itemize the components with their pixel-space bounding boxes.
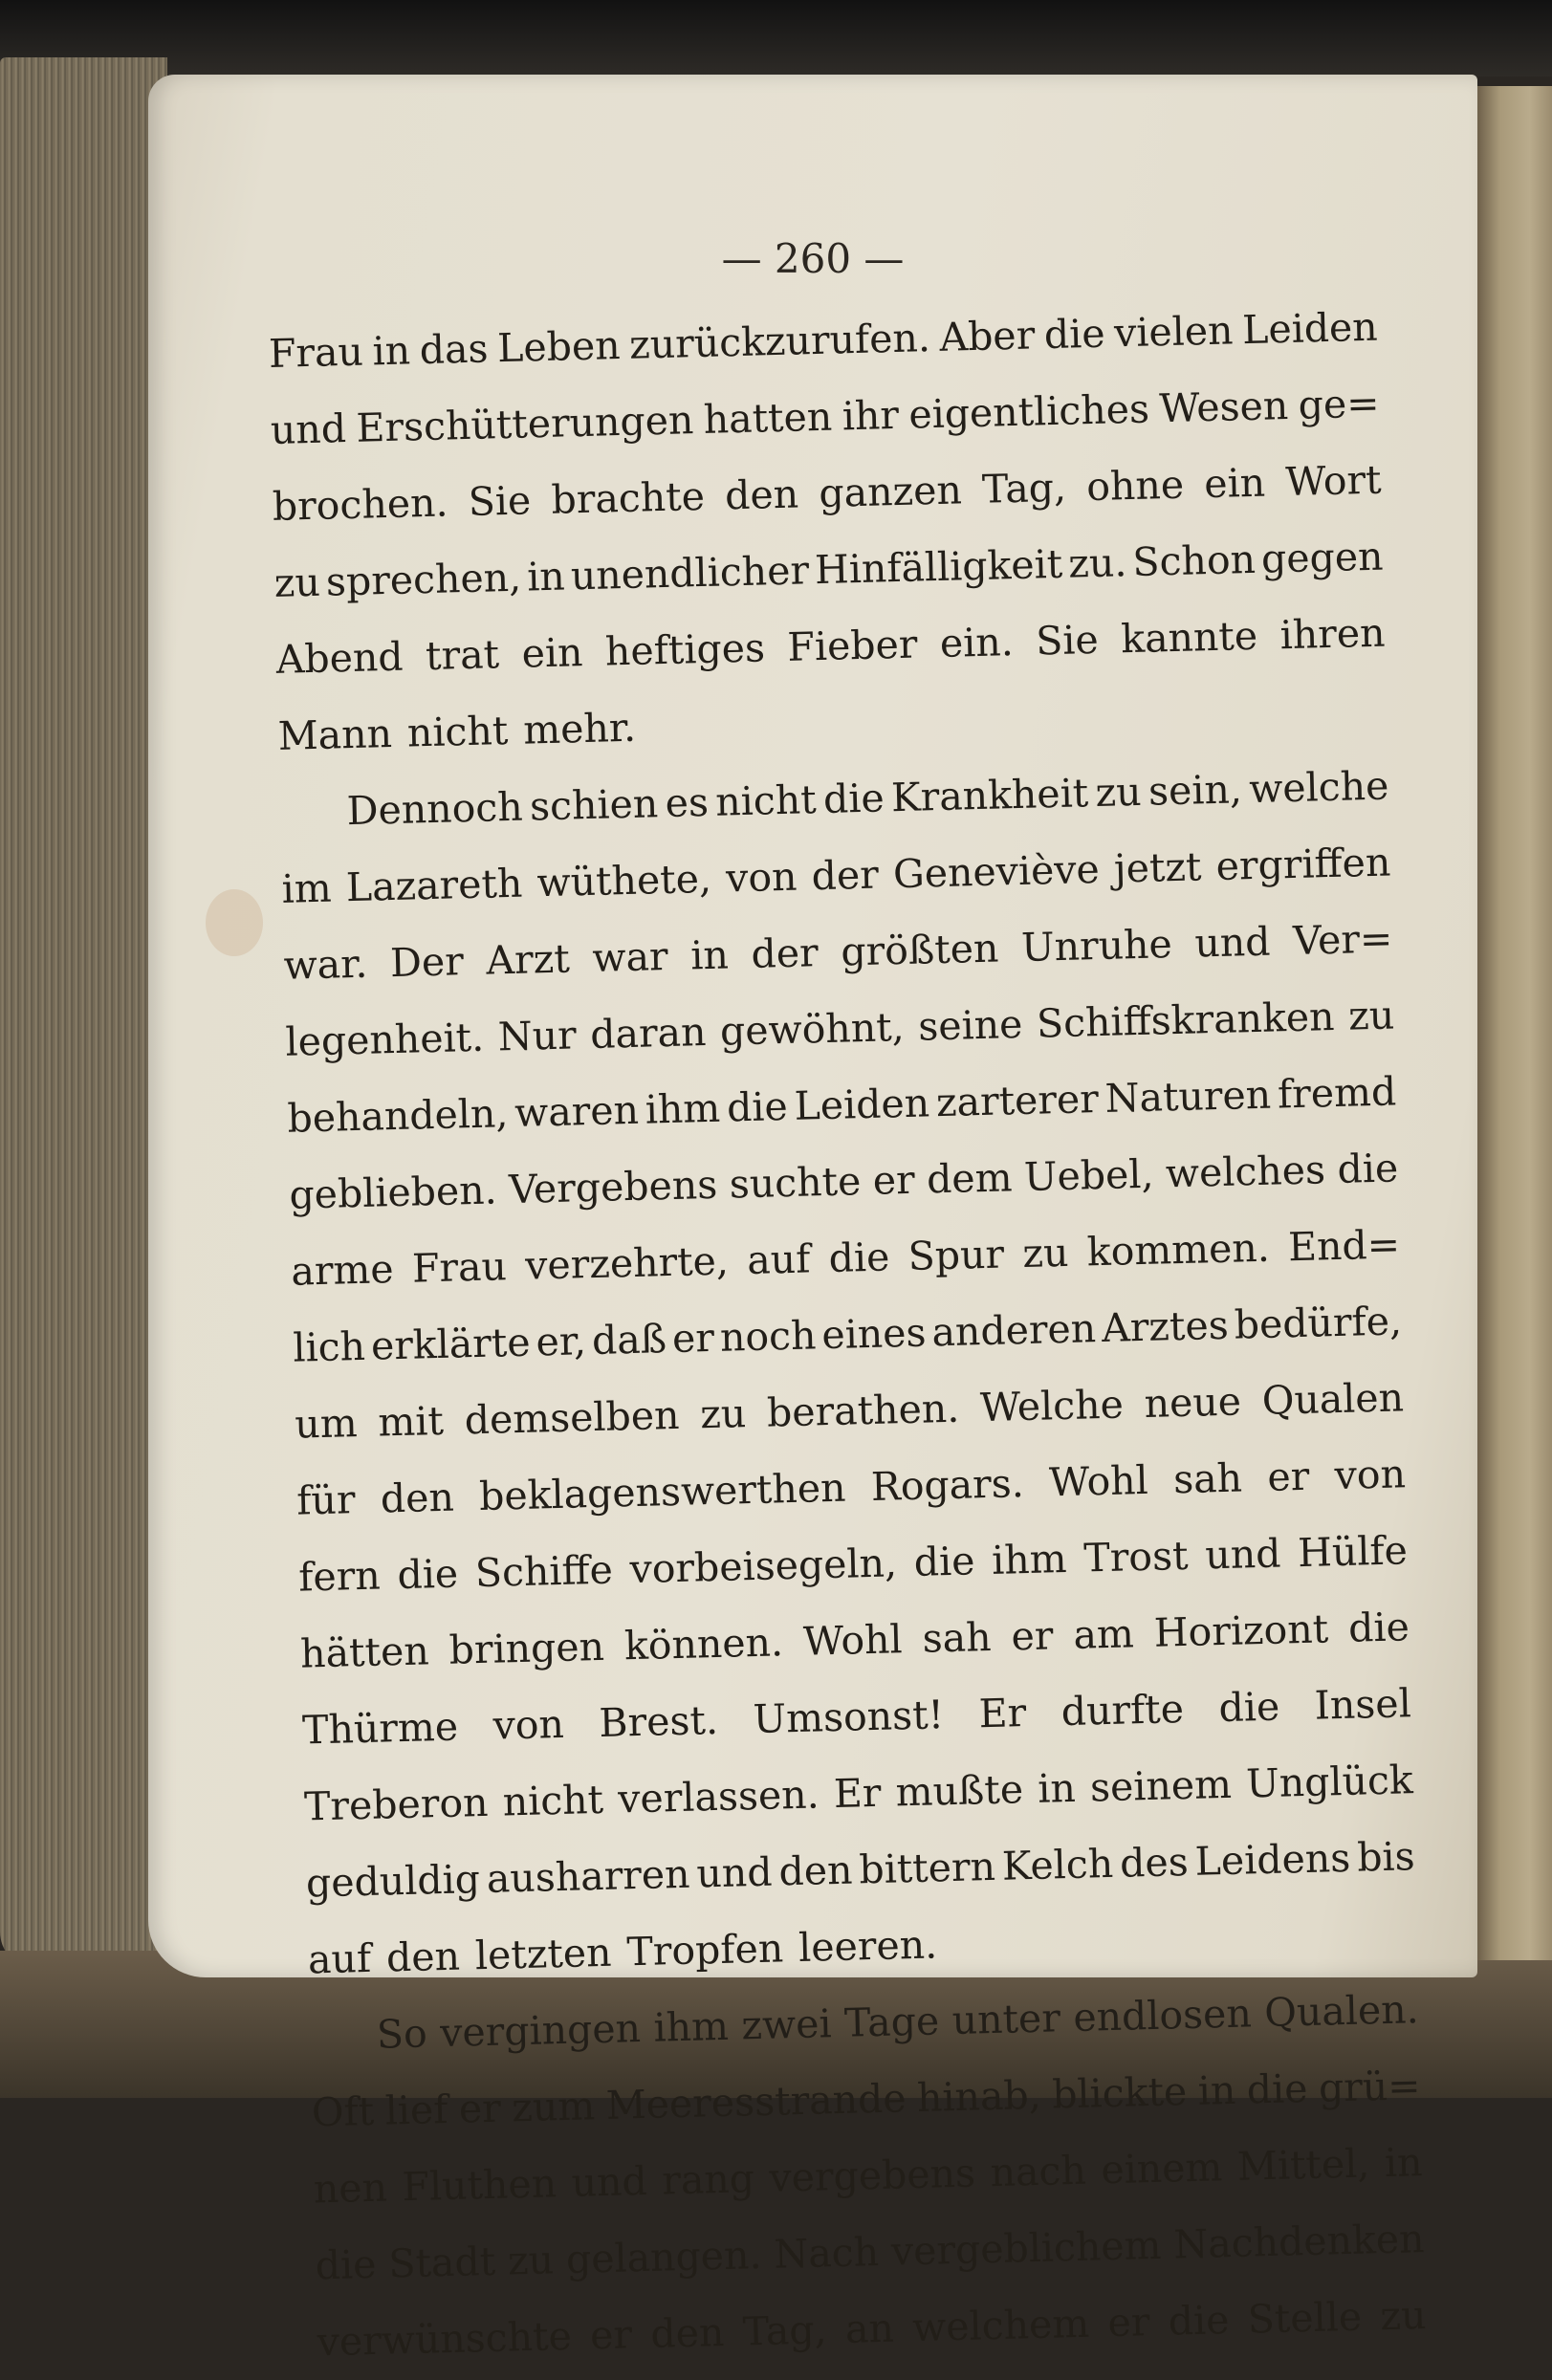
text-line: fern die Schiffe vorbeisegeln, die ihm Trost und Hülfe <box>297 1527 1409 1601</box>
text-line: geduldig ausharren und den bittern Kelch des Leidens bis <box>305 1833 1416 1907</box>
paper-stain <box>206 889 263 956</box>
text-line: brochen. Sie brachte den ganzen Tag, ohne ein Wort <box>272 456 1383 530</box>
text-line: Treberon nicht verlassen. Er mußte in seinem Unglück <box>303 1757 1414 1830</box>
text-line: verwünschte er den Tag, an welchem er die Stelle zu <box>317 2292 1428 2366</box>
next-page-edge <box>1477 86 1552 1960</box>
text-line: im Lazareth wüthete, von der Geneviève jetzt ergriffen <box>281 839 1391 912</box>
text-line: Oft lief er zum Meeresstrande hinab, blickte in die grü= <box>311 2063 1422 2136</box>
text-line: die Stadt zu gelangen. Nach vergeblichem Nachdenken <box>315 2216 1426 2289</box>
text-line: Thürme von Brest. Umsonst! Er durfte die Insel <box>301 1680 1412 1754</box>
text-line: geblieben. Vergebens suchte er dem Uebel, welches die <box>288 1145 1399 1218</box>
text-line: Frau in das Leben zurückzurufen. Aber die vielen Leiden <box>268 303 1379 377</box>
text-line: Abend trat ein heftiges Fieber ein. Sie kannte ihren <box>275 609 1386 683</box>
text-line: behandeln, waren ihm die Leiden zarterer Naturen fremd <box>286 1068 1397 1142</box>
text-line: lich erklärte er, daß er noch eines anderen Arztes bedürfe, <box>292 1298 1403 1371</box>
text-line: um mit demselben zu berathen. Welche neue Qualen <box>294 1374 1405 1448</box>
book-page-edges <box>0 57 167 1970</box>
text-line: hätten bringen können. Wohl sah er am Horizont die <box>299 1604 1410 1677</box>
text-line: arme Frau verzehrte, auf die Spur zu kommen. End= <box>290 1221 1401 1295</box>
text-line: war. Der Arzt war in der größten Unruhe und Ver= <box>283 915 1393 989</box>
scan-background-top <box>0 0 1552 76</box>
text-line: für den beklagenswerthen Rogars. Wohl sah er von <box>295 1451 1407 1524</box>
paragraph-start-line: Dennoch schien es nicht die Krankheit zu sein, welche <box>346 762 1389 835</box>
text-line: und Erschütterungen hatten ihr eigentliches Wesen ge= <box>270 380 1381 453</box>
text-line: auf den letzten Tropfen leeren. <box>307 1921 938 1983</box>
paragraph-start-line: So vergingen ihm zwei Tage unter endlosen Qualen. <box>376 1986 1420 2058</box>
text-line: nen Fluthen und rang vergebens nach einem Mittel, in <box>313 2139 1424 2213</box>
text-line: legenheit. Nur daran gewöhnt, seine Schiffskranken zu <box>284 992 1395 1065</box>
text-line: Mann nicht mehr. <box>277 704 637 759</box>
page-number: — 260 — <box>721 235 905 282</box>
body-text <box>268 289 1427 2380</box>
text-line: zu sprechen, in unendlicher Hinfälligkeit zu. Schon gegen <box>273 533 1385 606</box>
